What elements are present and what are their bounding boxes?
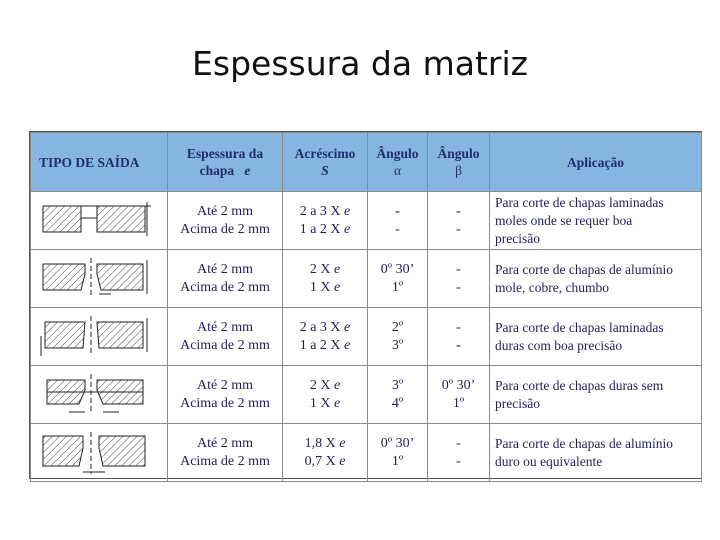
thickness-cell	[168, 424, 283, 482]
header-angle-alpha-line: Ângulo	[376, 146, 419, 161]
header-angle-alpha	[368, 133, 428, 192]
alpha-value: 0º 30’	[380, 435, 415, 451]
table-row	[31, 250, 702, 308]
angle-alpha-cell	[368, 192, 428, 250]
beta-value: -	[456, 453, 461, 469]
angled-exit-profile-icon	[39, 312, 159, 362]
application-cell	[490, 424, 702, 482]
alpha-value: 3º	[391, 377, 404, 393]
alpha-value: -	[395, 203, 400, 219]
thickness-up-to-2mm: Até 2 mm	[197, 377, 253, 393]
application-text: Para corte de chapas laminadas	[495, 194, 664, 210]
alpha-value: -	[395, 221, 400, 237]
beta-value: -	[456, 261, 461, 277]
increase-symbol: e	[344, 337, 351, 353]
thickness-above-2mm: Acima de 2 mm	[180, 395, 270, 411]
increase-value: 1 X	[309, 279, 331, 295]
double-angle-exit-profile-icon	[39, 370, 159, 420]
slide-title: Espessura da matriz	[192, 44, 528, 83]
angle-alpha-cell	[368, 424, 428, 482]
increase-symbol: e	[344, 221, 351, 237]
table-row	[31, 308, 702, 366]
angle-alpha-cell	[368, 250, 428, 308]
beta-value: -	[456, 435, 461, 451]
increase-value: 1 a 2 X	[299, 337, 341, 353]
thickness-cell	[168, 250, 283, 308]
application-text: mole, cobre, chumbo	[495, 279, 609, 295]
thickness-above-2mm: Acima de 2 mm	[180, 337, 270, 353]
increase-symbol: e	[333, 261, 341, 277]
alpha-value: 2º	[391, 319, 404, 335]
application-cell	[490, 250, 702, 308]
increase-symbol: e	[333, 377, 341, 393]
increase-value: 2 X	[309, 377, 331, 393]
exit-type-diagram-5	[31, 424, 168, 482]
thickness-above-2mm: Acima de 2 mm	[180, 279, 270, 295]
thickness-cell	[168, 366, 283, 424]
increase-value: 0,7 X	[304, 453, 336, 469]
application-text: Para corte de chapas de alumínio	[495, 261, 674, 277]
table-row	[31, 366, 702, 424]
increase-value: 1 a 2 X	[299, 221, 341, 237]
header-angle-beta-symbol: β	[455, 163, 462, 178]
angle-beta-cell	[428, 424, 490, 482]
exit-type-diagram-1	[31, 192, 168, 250]
beta-value: -	[456, 337, 461, 353]
application-text: moles onde se requer boa	[495, 212, 633, 228]
increase-value: 1 X	[309, 395, 331, 411]
alpha-value: 4º	[391, 395, 404, 411]
increase-symbol: e	[339, 435, 346, 451]
increase-value: 1,8 X	[304, 435, 336, 451]
thickness-cell	[168, 192, 283, 250]
header-sheet-thickness	[168, 133, 283, 192]
application-cell	[490, 192, 702, 250]
increase-value: 2 a 3 X	[299, 319, 341, 335]
application-text: duras com boa precisão	[495, 337, 623, 353]
angle-beta-cell	[428, 192, 490, 250]
beta-value: 0º 30’	[441, 377, 476, 393]
angle-alpha-cell	[368, 366, 428, 424]
header-thickness-symbol: e	[244, 163, 251, 178]
beta-value: -	[456, 203, 461, 219]
increase-value: 2 a 3 X	[299, 203, 341, 219]
header-exit-type	[31, 133, 168, 192]
increase-cell	[283, 424, 368, 482]
thickness-cell	[168, 308, 283, 366]
thickness-up-to-2mm: Até 2 mm	[197, 261, 253, 277]
exit-type-diagram-2	[31, 250, 168, 308]
thickness-above-2mm: Acima de 2 mm	[180, 453, 270, 469]
application-text: Para corte de chapas de alumínio	[495, 435, 674, 451]
alpha-value: 1º	[391, 279, 404, 295]
header-angle-beta-line: Ângulo	[437, 146, 480, 161]
alpha-value: 1º	[391, 453, 404, 469]
beta-value: 1º	[452, 395, 465, 411]
increase-cell	[283, 308, 368, 366]
table-row	[31, 192, 702, 250]
header-increase	[283, 133, 368, 192]
beta-value: -	[456, 319, 461, 335]
table-header-row	[31, 133, 702, 192]
header-exit-type-label: TIPO DE SAÍDA	[39, 154, 140, 170]
increase-symbol: e	[344, 203, 351, 219]
increase-cell	[283, 366, 368, 424]
exit-type-diagram-3	[31, 308, 168, 366]
header-angle-beta	[428, 133, 490, 192]
application-cell	[490, 366, 702, 424]
application-text: precisão	[495, 395, 540, 411]
die-thickness-table	[29, 131, 702, 479]
increase-symbol: e	[333, 279, 341, 295]
thickness-up-to-2mm: Até 2 mm	[197, 203, 253, 219]
thickness-above-2mm: Acima de 2 mm	[180, 221, 270, 237]
thickness-up-to-2mm: Até 2 mm	[197, 319, 253, 335]
application-text: Para corte de chapas duras sem	[495, 377, 664, 393]
angle-alpha-cell	[368, 308, 428, 366]
angle-beta-cell	[428, 250, 490, 308]
header-application	[490, 133, 702, 192]
application-text: precisão	[495, 230, 540, 246]
increase-symbol: e	[339, 453, 346, 469]
exit-type-diagram-4	[31, 366, 168, 424]
increase-value: 2 X	[309, 261, 331, 277]
increase-symbol: e	[344, 319, 351, 335]
header-increase-line: Acréscimo	[294, 146, 356, 161]
header-thickness-line: chapa	[199, 163, 235, 178]
header-angle-alpha-symbol: α	[393, 163, 402, 178]
angle-beta-cell	[428, 366, 490, 424]
beta-value: -	[456, 221, 461, 237]
beta-value: -	[456, 279, 461, 295]
increase-cell	[283, 250, 368, 308]
application-text: Para corte de chapas laminadas	[495, 319, 664, 335]
application-text: duro ou equivalente	[495, 453, 603, 469]
angle-beta-cell	[428, 308, 490, 366]
straight-exit-profile-icon	[39, 196, 159, 246]
alpha-value: 3º	[391, 337, 404, 353]
alpha-value: 0º 30’	[380, 261, 415, 277]
thickness-up-to-2mm: Até 2 mm	[197, 435, 253, 451]
relief-exit-profile-icon	[39, 428, 159, 478]
increase-cell	[283, 192, 368, 250]
header-increase-symbol: S	[321, 163, 329, 178]
tapered-exit-profile-icon	[39, 254, 159, 304]
table-row	[31, 424, 702, 482]
increase-symbol: e	[333, 395, 341, 411]
application-cell	[490, 308, 702, 366]
header-thickness-line: Espessura da	[186, 146, 264, 161]
header-application-label: Aplicação	[567, 154, 624, 170]
